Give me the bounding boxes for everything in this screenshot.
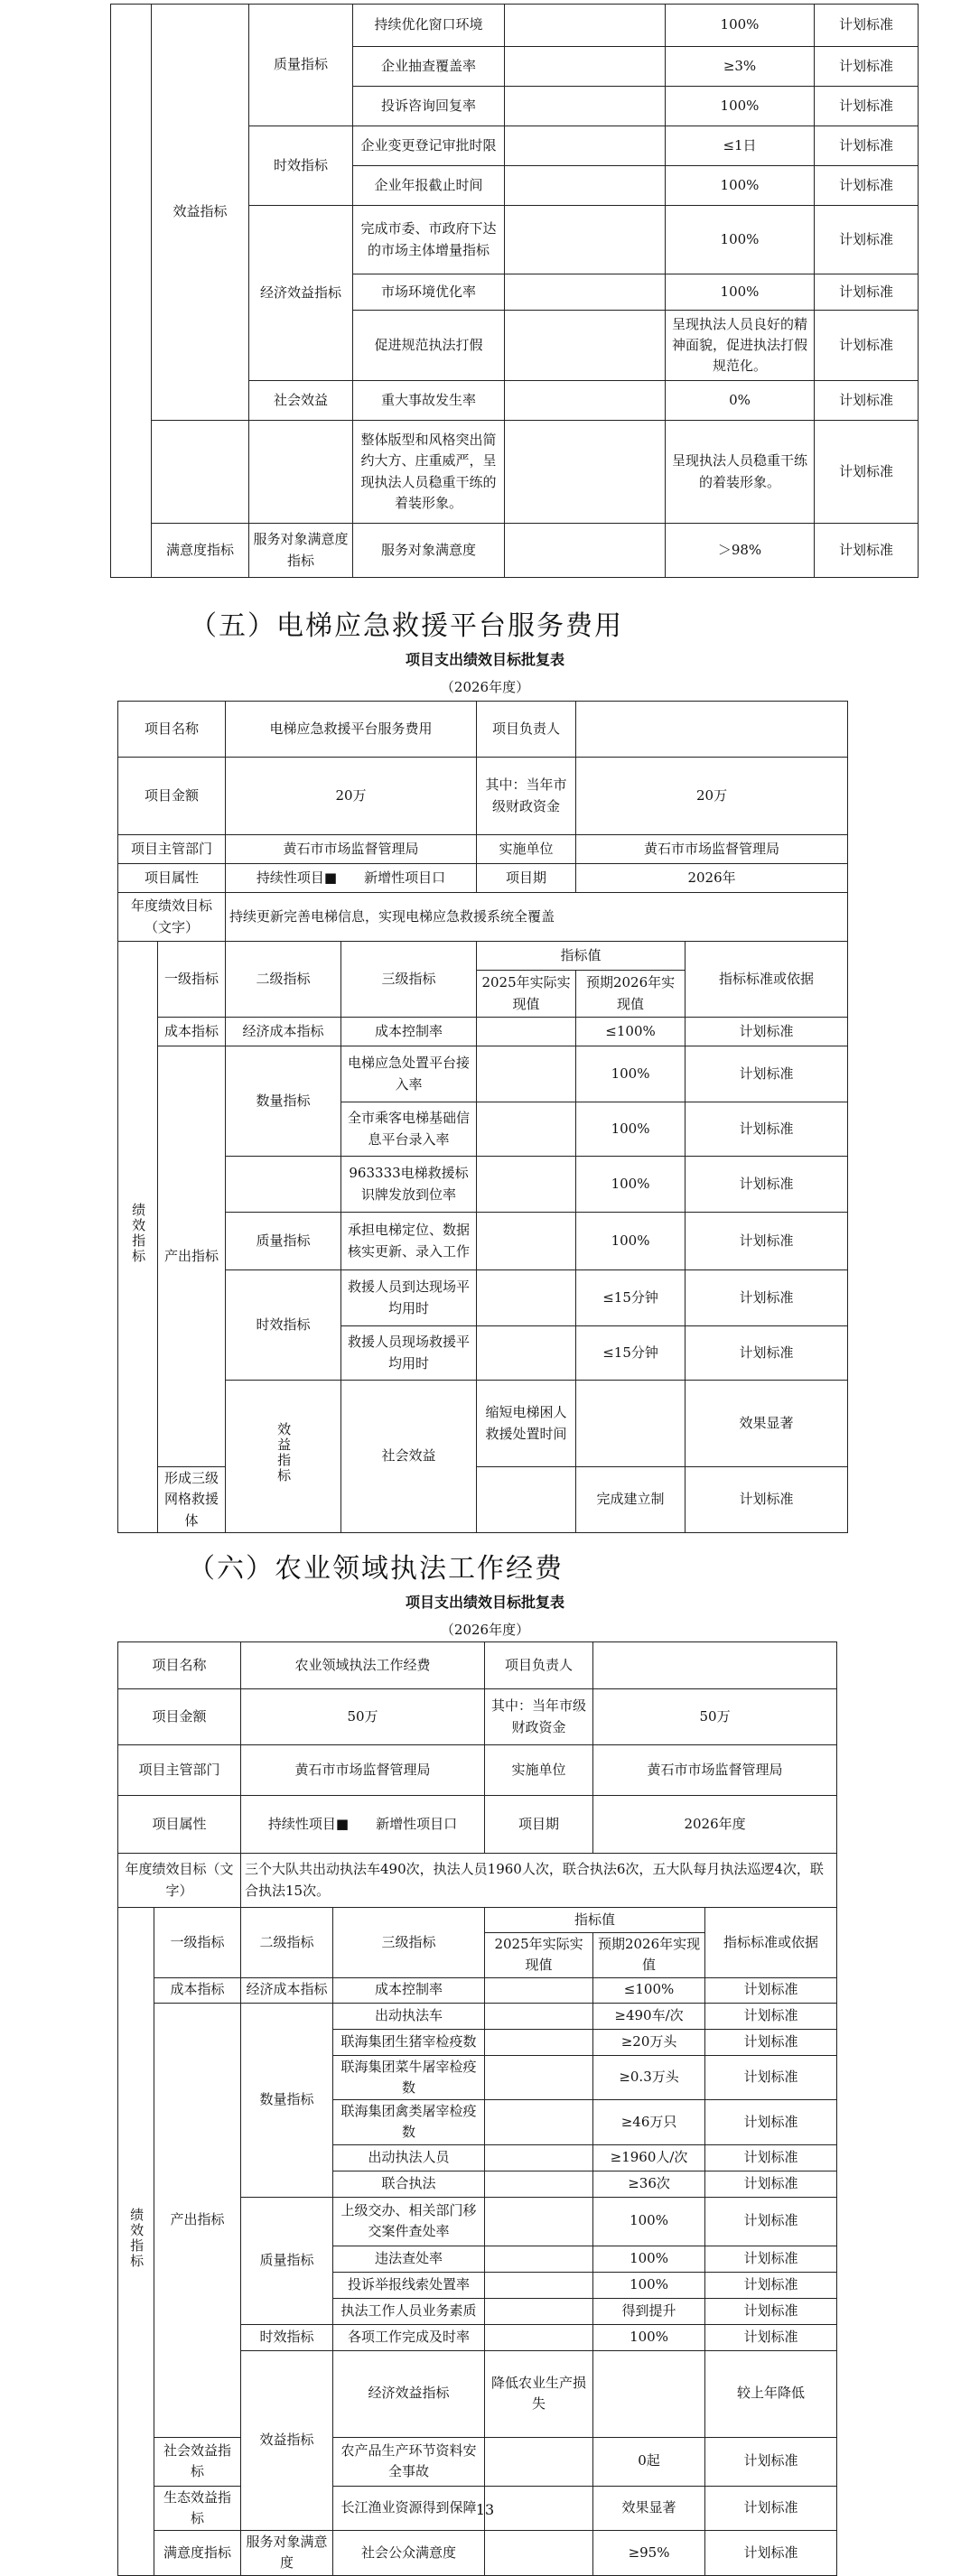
s6-2026: 较上年降低 [705, 2350, 837, 2437]
s5-2025 [477, 1270, 576, 1326]
basis-cell: 计划标准 [815, 274, 919, 311]
s5-h-value: 指标值 [477, 942, 686, 971]
s5-basis: 计划标准 [686, 1157, 848, 1213]
s5-l2-social: 社会效益 [341, 1381, 477, 1533]
s5-basis: 计划标准 [686, 1018, 848, 1046]
s6-goal-label: 年度绩效目标（文字） [118, 1854, 241, 1908]
y2026-cell: ≤1日 [666, 126, 815, 166]
s5-name-label: 项目名称 [118, 702, 226, 758]
section6-table [117, 1641, 836, 2576]
s5-dept: 黄石市市场监督管理局 [226, 835, 477, 864]
s6-l3: 降低农业生产损失 [485, 2350, 593, 2437]
l1-empty [152, 421, 249, 524]
section6-table-title: 项目支出绩效目标批复表 [405, 1594, 564, 1611]
s6-name-label: 项目名称 [118, 1642, 241, 1689]
s6-l3: 出动执法人员 [333, 2144, 485, 2171]
basis-cell: 计划标准 [815, 5, 919, 47]
s5-period: 2026年 [576, 864, 848, 893]
s5-l3: 救援人员到达现场平均用时 [341, 1270, 477, 1326]
s6-2025 [485, 2437, 593, 2486]
s5-2025 [477, 1018, 576, 1046]
s6-2026: ≥0.3万头 [593, 2055, 705, 2100]
s6-dept: 黄石市市场监督管理局 [241, 1745, 485, 1796]
s6-basis: 计划标准 [705, 1977, 837, 2003]
s5-2026: 100% [576, 1213, 686, 1270]
s6-h-value: 指标值 [485, 1908, 705, 1933]
s6-h-basis: 指标标准或依据 [705, 1908, 837, 1978]
s6-dept-label: 项目主管部门 [118, 1745, 241, 1796]
y2026-cell: 100% [666, 206, 815, 274]
s6-basis: 计划标准 [705, 2197, 837, 2246]
s6-basis: 计划标准 [705, 2003, 837, 2029]
s6-h-l1: 一级指标 [154, 1908, 241, 1978]
basis-cell: 计划标准 [815, 421, 919, 524]
s6-2025 [593, 2350, 705, 2437]
s5-basis: 计划标准 [686, 1046, 848, 1102]
s5-l3: 全市乘客电梯基础信息平台录入率 [341, 1102, 477, 1157]
s6-2025 [485, 2246, 593, 2272]
s6-l2-social-benefit: 社会效益指标 [154, 2437, 241, 2486]
s6-basis: 计划标准 [705, 2272, 837, 2298]
l2-quality: 质量指标 [249, 5, 353, 126]
s6-unit: 黄石市市场监督管理局 [593, 1745, 837, 1796]
s5-g-benefit: 效益指标 [226, 1381, 341, 1533]
s6-l3: 社会公众满意度 [333, 2531, 485, 2576]
s6-2026: 0起 [593, 2437, 705, 2486]
s6-l2-quality: 质量指标 [241, 2197, 333, 2324]
s6-period: 2026年度 [593, 1796, 837, 1854]
basis-cell: 计划标准 [815, 47, 919, 87]
s6-basis: 计划标准 [705, 2246, 837, 2272]
y2026-cell: 呈现执法人员稳重干练的着装形象。 [666, 421, 815, 524]
s5-perf-label: 绩效指标 [118, 942, 158, 1533]
s5-l3: 缩短电梯困人救援处置时间 [477, 1381, 576, 1467]
s6-2026: ≤100% [593, 1977, 705, 2003]
section5-table-title: 项目支出绩效目标批复表 [405, 651, 564, 668]
s6-l2-quantity: 数量指标 [241, 2003, 333, 2197]
l2-service: 服务对象满意度指标 [249, 524, 353, 578]
s5-unit: 黄石市市场监督管理局 [576, 835, 848, 864]
s5-owner [576, 702, 848, 758]
l3-cell: 企业变更登记审批时限 [353, 126, 505, 166]
s6-2026: 得到提升 [593, 2298, 705, 2324]
s5-fund-label: 其中：当年市级财政资金 [477, 758, 576, 835]
l3-cell: 整体版型和风格突出简约大方、庄重威严，呈现执法人员稳重干练的着装形象。 [353, 421, 505, 524]
s6-attr: 持续性项目■ 新增性项目口 [241, 1796, 485, 1854]
y2026-cell: ≥3% [666, 47, 815, 87]
s5-2026: 完成建立制 [576, 1467, 686, 1533]
s6-basis: 计划标准 [705, 2171, 837, 2197]
s5-goal: 持续更新完善电梯信息，实现电梯应急救援系统全覆盖 [226, 893, 848, 942]
y2025-cell [505, 274, 666, 311]
l3-cell: 投诉咨询回复率 [353, 87, 505, 126]
s6-l3: 上级交办、相关部门移交案件查处率 [333, 2197, 485, 2246]
s6-l2-econ-cost: 经济成本指标 [241, 1977, 333, 2003]
s5-amount: 20万 [226, 758, 477, 835]
s6-basis: 计划标准 [705, 2029, 837, 2055]
s5-l3: 成本控制率 [341, 1018, 477, 1046]
s5-owner-label: 项目负责人 [477, 702, 576, 758]
s5-l2-econ-cost: 经济成本指标 [226, 1018, 341, 1046]
s6-name: 农业领域执法工作经费 [241, 1642, 485, 1689]
s6-l3: 执法工作人员业务素质 [333, 2298, 485, 2324]
l3-cell: 持续优化窗口环境 [353, 5, 505, 47]
s6-l2-time: 时效指标 [241, 2324, 333, 2350]
y2025-cell [505, 166, 666, 206]
s6-h-2025: 2025年实际实现值 [485, 1933, 593, 1978]
s6-2026: 效果显著 [593, 2486, 705, 2531]
s6-fund: 50万 [593, 1689, 837, 1745]
s6-2025 [485, 2324, 593, 2350]
s6-l3: 农产品生产环节资料安全事故 [333, 2437, 485, 2486]
s6-l3: 联海集团生猪宰检疫数 [333, 2029, 485, 2055]
basis-cell: 计划标准 [815, 311, 919, 381]
y2026-cell: 100% [666, 274, 815, 311]
basis-cell: 计划标准 [815, 126, 919, 166]
y2025-cell [505, 126, 666, 166]
s5-g-cost: 成本指标 [158, 1018, 226, 1046]
s6-h-l2: 二级指标 [241, 1908, 333, 1978]
s5-goal-label: 年度绩效目标（文字） [118, 893, 226, 942]
s5-l2-quality: 质量指标 [226, 1213, 341, 1270]
s6-owner [593, 1642, 837, 1689]
s6-2026: ≥490车/次 [593, 2003, 705, 2029]
section6-table-year: （2026年度） [440, 1622, 530, 1638]
l3-cell: 企业年报截止时间 [353, 166, 505, 206]
l2-econ: 经济效益指标 [249, 206, 353, 381]
s5-2026: 100% [576, 1157, 686, 1213]
s6-amount-label: 项目金额 [118, 1689, 241, 1745]
s5-amount-label: 项目金额 [118, 758, 226, 835]
s5-l2-time: 时效指标 [226, 1270, 341, 1381]
s6-2026: 100% [593, 2272, 705, 2298]
s6-l2-eco-benefit: 生态效益指标 [154, 2486, 241, 2531]
section6-heading: （六）农业领域执法工作经费 [188, 1553, 564, 1585]
basis-cell: 计划标准 [815, 381, 919, 421]
y2026-cell: 100% [666, 87, 815, 126]
s5-l2-empty [226, 1157, 341, 1213]
s6-2026: ≥1960人/次 [593, 2144, 705, 2171]
s6-h-2026: 预期2026年实现值 [593, 1933, 705, 1978]
s6-g-satisfaction: 满意度指标 [154, 2531, 241, 2576]
s6-2025 [485, 2197, 593, 2246]
s6-2025 [485, 2298, 593, 2324]
s6-l3: 联海集团禽类屠宰检疫数 [333, 2100, 485, 2145]
s5-period-label: 项目期 [477, 864, 576, 893]
page-number: 13 [475, 2501, 495, 2518]
y2026-cell: ＞98% [666, 524, 815, 578]
s5-2025 [477, 1046, 576, 1102]
s5-l3: 形成三级网格救援体 [158, 1467, 226, 1533]
s5-h-l1: 一级指标 [158, 942, 226, 1018]
s6-perf-label: 绩效指标 [118, 1908, 154, 2576]
s6-2026: 100% [593, 2324, 705, 2350]
perf-col [111, 5, 152, 578]
s6-unit-label: 实施单位 [485, 1745, 593, 1796]
s6-2025 [485, 2272, 593, 2298]
s5-2026: ≤15分钟 [576, 1270, 686, 1326]
s6-2026: ≥95% [593, 2531, 705, 2576]
section5-table [117, 701, 847, 1533]
s5-unit-label: 实施单位 [477, 835, 576, 864]
s5-attr-label: 项目属性 [118, 864, 226, 893]
l3-cell: 促进规范执法打假 [353, 311, 505, 381]
y2026-cell: 0% [666, 381, 815, 421]
y2025-cell [505, 524, 666, 578]
s5-2025 [576, 1381, 686, 1467]
s5-attr: 持续性项目■ 新增性项目口 [226, 864, 477, 893]
s6-g-output: 产出指标 [154, 2003, 241, 2437]
s6-basis: 计划标准 [705, 2324, 837, 2350]
basis-cell: 计划标准 [815, 524, 919, 578]
s6-goal: 三个大队共出动执法车490次，执法人员1960人次，联合执法6次，五大队每月执法巡逻4次，联合执法15次。 [241, 1854, 837, 1908]
basis-cell: 计划标准 [815, 166, 919, 206]
s5-l2-quantity: 数量指标 [226, 1046, 341, 1157]
s6-l3: 违法查处率 [333, 2246, 485, 2272]
s5-2025 [477, 1213, 576, 1270]
l3-cell: 完成市委、市政府下达的市场主体增量指标 [353, 206, 505, 274]
s6-basis: 计划标准 [705, 2100, 837, 2145]
s6-l3: 成本控制率 [333, 1977, 485, 2003]
s6-g-benefit: 效益指标 [241, 2350, 333, 2531]
s5-h-basis: 指标标准或依据 [686, 942, 848, 1018]
s6-l3: 投诉举报线索处置率 [333, 2272, 485, 2298]
y2026-cell: 呈现执法人员良好的精神面貌，促进执法打假规范化。 [666, 311, 815, 381]
y2025-cell [505, 421, 666, 524]
continuation-table [110, 4, 918, 578]
y2025-cell [505, 47, 666, 87]
s6-attr-label: 项目属性 [118, 1796, 241, 1854]
s6-l3: 联合执法 [333, 2171, 485, 2197]
s5-h-l2: 二级指标 [226, 942, 341, 1018]
s5-2025 [477, 1326, 576, 1381]
s6-basis: 计划标准 [705, 2298, 837, 2324]
s6-2025 [485, 2144, 593, 2171]
s6-2025 [485, 2531, 593, 2576]
s5-2026: ≤15分钟 [576, 1326, 686, 1381]
s5-basis: 计划标准 [686, 1270, 848, 1326]
s6-l3: 联海集团菜牛屠宰检疫数 [333, 2055, 485, 2100]
s6-basis: 计划标准 [705, 2055, 837, 2100]
s6-2026: ≥20万头 [593, 2029, 705, 2055]
l1-benefit: 效益指标 [152, 5, 249, 421]
s6-period-label: 项目期 [485, 1796, 593, 1854]
s5-l3: 承担电梯定位、数据核实更新、录入工作 [341, 1213, 477, 1270]
s6-l3: 各项工作完成及时率 [333, 2324, 485, 2350]
s5-fund: 20万 [576, 758, 848, 835]
s6-2026: ≥46万只 [593, 2100, 705, 2145]
s6-2026: 100% [593, 2197, 705, 2246]
s5-h-2026: 预期2026年实现值 [576, 971, 686, 1018]
s6-fund-label: 其中：当年市级财政资金 [485, 1689, 593, 1745]
l2-social: 社会效益 [249, 381, 353, 421]
l3-cell: 企业抽查覆盖率 [353, 47, 505, 87]
basis-cell: 计划标准 [815, 206, 919, 274]
s6-l3: 长江渔业资源得到保障 [333, 2486, 485, 2531]
y2025-cell [505, 87, 666, 126]
s6-basis: 计划标准 [705, 2144, 837, 2171]
y2026-cell: 100% [666, 5, 815, 47]
s6-basis: 计划标准 [705, 2437, 837, 2486]
s6-l3: 出动执法车 [333, 2003, 485, 2029]
s5-2025 [477, 1157, 576, 1213]
s5-dept-label: 项目主管部门 [118, 835, 226, 864]
s5-h-l3: 三级指标 [341, 942, 477, 1018]
s5-h-2025: 2025年实际实现值 [477, 971, 576, 1018]
s5-basis: 计划标准 [686, 1326, 848, 1381]
s6-basis: 计划标准 [705, 2531, 837, 2576]
s5-2026: 100% [576, 1046, 686, 1102]
y2025-cell [505, 5, 666, 47]
s6-2026: 100% [593, 2246, 705, 2272]
section5-heading: （五）电梯应急救援平台服务费用 [190, 610, 623, 642]
s5-2026: ≤100% [576, 1018, 686, 1046]
y2025-cell [505, 311, 666, 381]
l2-time: 时效指标 [249, 126, 353, 206]
l1-satisfaction: 满意度指标 [152, 524, 249, 578]
y2025-cell [505, 381, 666, 421]
s6-owner-label: 项目负责人 [485, 1642, 593, 1689]
s5-2025 [477, 1102, 576, 1157]
s6-2025 [485, 2055, 593, 2100]
l3-cell: 重大事故发生率 [353, 381, 505, 421]
s5-2026: 100% [576, 1102, 686, 1157]
s6-2025 [485, 2003, 593, 2029]
s6-h-l3: 三级指标 [333, 1908, 485, 1978]
s6-2025 [485, 2171, 593, 2197]
s5-2026: 效果显著 [686, 1381, 848, 1467]
s6-l2-econ-benefit: 经济效益指标 [333, 2350, 485, 2437]
section5-table-year: （2026年度） [440, 679, 530, 695]
s6-l2-service: 服务对象满意度 [241, 2531, 333, 2576]
l3-cell: 市场环境优化率 [353, 274, 505, 311]
s5-l3: 963333电梯救援标识牌发放到位率 [341, 1157, 477, 1213]
s5-l3: 电梯应急处置平台接入率 [341, 1046, 477, 1102]
s6-2026: ≥36次 [593, 2171, 705, 2197]
s6-basis: 计划标准 [705, 2486, 837, 2531]
l2-empty [249, 421, 353, 524]
s5-g-output: 产出指标 [158, 1046, 226, 1467]
y2025-cell [505, 206, 666, 274]
s5-l3: 救援人员现场救援平均用时 [341, 1326, 477, 1381]
s6-amount: 50万 [241, 1689, 485, 1745]
s5-2025 [477, 1467, 576, 1533]
s5-name: 电梯应急救援平台服务费用 [226, 702, 477, 758]
s6-2025 [485, 2029, 593, 2055]
s6-g-cost: 成本指标 [154, 1977, 241, 2003]
basis-cell: 计划标准 [815, 87, 919, 126]
y2026-cell: 100% [666, 166, 815, 206]
s5-basis: 计划标准 [686, 1467, 848, 1533]
s6-2025 [485, 2100, 593, 2145]
l3-cell: 服务对象满意度 [353, 524, 505, 578]
s5-basis: 计划标准 [686, 1213, 848, 1270]
s6-2025 [485, 1977, 593, 2003]
s5-basis: 计划标准 [686, 1102, 848, 1157]
